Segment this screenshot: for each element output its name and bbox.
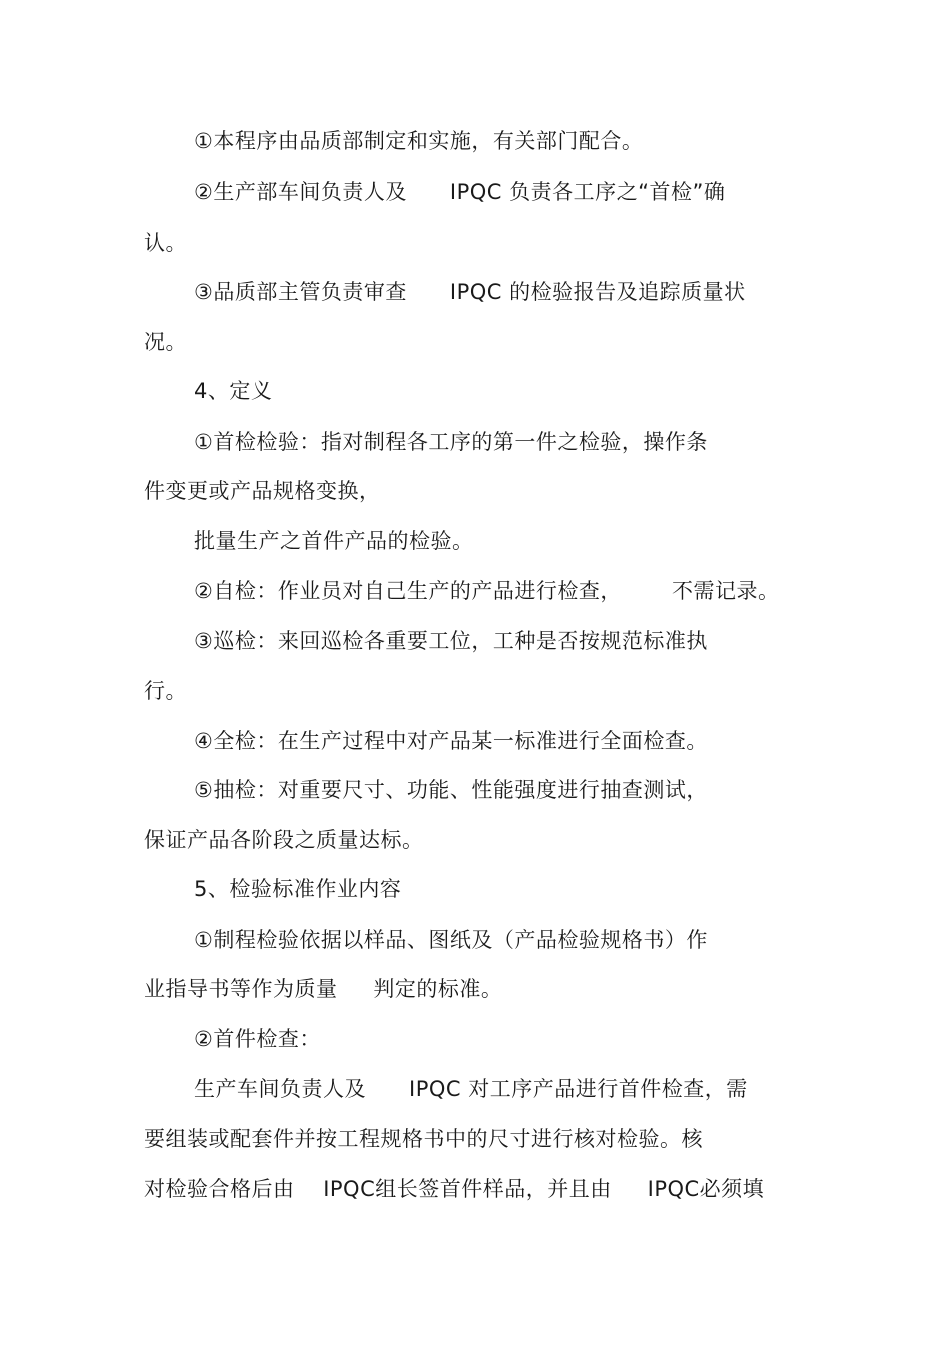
definition-first-article-cont: 件变更或产品规格变换， [144, 479, 381, 503]
responsibility-3-cont: 况。 [144, 330, 187, 354]
responsibility-2: ②生产部车间负责人及 IPQC 负责各工序之“首检”确 [194, 180, 726, 204]
definition-first-article: ①首检检验：指对制程各工序的第一件之检验，操作条 [194, 430, 708, 454]
standard-2-body-cont: 要组装或配套件并按工程规格书中的尺寸进行核对检验。核 [144, 1127, 703, 1151]
definition-patrol-inspection: ③巡检：来回巡检各重要工位，工种是否按规范标准执 [194, 629, 708, 653]
responsibility-1: ①本程序由品质部制定和实施，有关部门配合。 [194, 129, 644, 153]
responsibility-2-cont: 认。 [144, 231, 187, 255]
standard-2-body: 生产车间负责人及 IPQC 对工序产品进行首件检查，需 [194, 1077, 748, 1101]
standard-1: ①制程检验依据以样品、图纸及（产品检验规格书）作 [194, 928, 708, 952]
definition-first-article-cont-2: 批量生产之首件产品的检验。 [194, 529, 474, 553]
section-heading-definitions: 4、定义 [194, 379, 273, 403]
definition-sampling-cont: 保证产品各阶段之质量达标。 [144, 828, 424, 852]
standard-2-heading: ②首件检查： [194, 1027, 321, 1051]
definition-self-inspection: ②自检：作业员对自己生产的产品进行检查， 不需记录。 [194, 579, 780, 603]
definition-full-inspection: ④全检：在生产过程中对产品某一标准进行全面检查。 [194, 729, 708, 753]
definition-patrol-inspection-cont: 行。 [144, 679, 187, 703]
definition-sampling: ⑤抽检：对重要尺寸、功能、性能强度进行抽查测试， [194, 778, 708, 802]
responsibility-3: ③品质部主管负责审查 IPQC 的检验报告及追踪质量状 [194, 280, 746, 304]
standard-1-cont: 业指导书等作为质量 判定的标准。 [144, 977, 503, 1001]
section-heading-standards: 5、检验标准作业内容 [194, 877, 402, 901]
standard-2-body-cont-2: 对检验合格后由 IPQC组长签首件样品，并且由 IPQC必须填 [144, 1177, 765, 1201]
